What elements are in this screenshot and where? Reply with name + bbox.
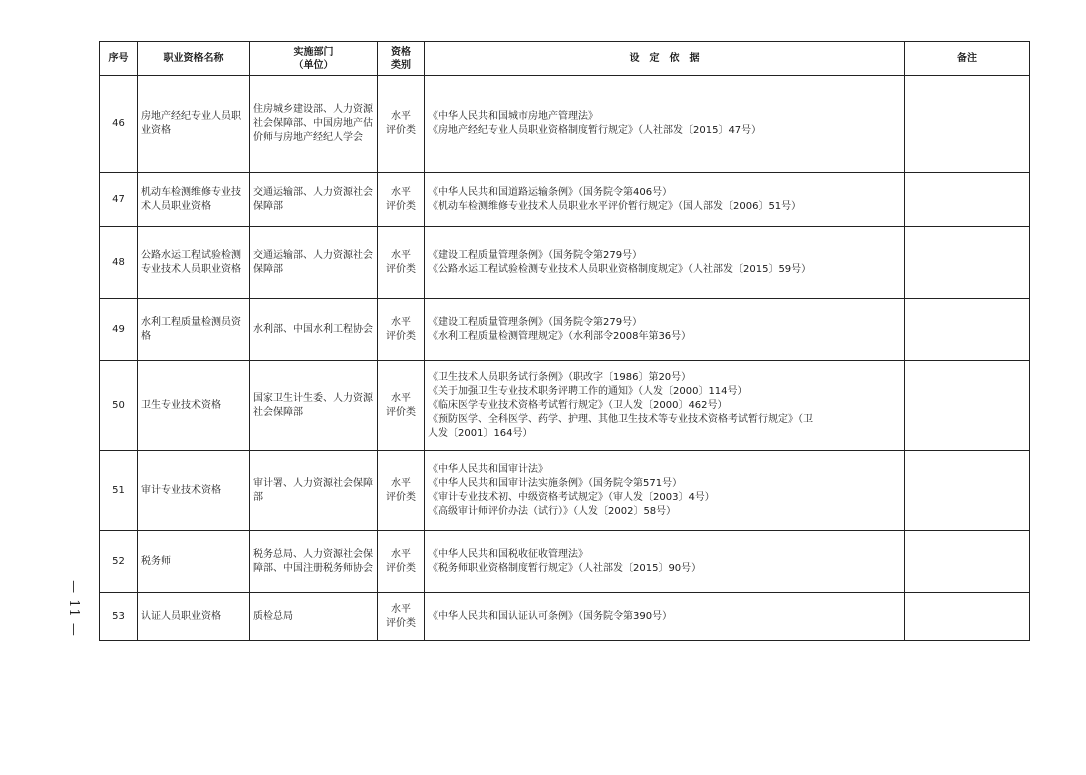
legal-basis (425, 76, 905, 173)
table-row (100, 451, 1030, 531)
qualification-category: 水平 评价类 (378, 361, 425, 451)
table-header-row (100, 42, 1030, 76)
basis-line: 《预防医学、全科医学、药学、护理、其他卫生技术等专业技术资格考试暂行规定》（卫 (428, 413, 813, 425)
legal-basis (425, 593, 905, 641)
basis-line: 人发〔2001〕164号） (428, 427, 533, 439)
qualification-name: 审计专业技术资格 (138, 451, 250, 531)
basis-line: 《建设工程质量管理条例》（国务院令第279号） (428, 249, 643, 261)
implementing-department: 交通运输部、人力资源社会保障部 (250, 227, 378, 299)
basis-line: 《中华人民共和国审计法》 (428, 463, 548, 475)
row-number: 46 (100, 76, 138, 173)
implementing-department: 交通运输部、人力资源社会保障部 (250, 173, 378, 227)
header-category: 资格 类别 (378, 42, 425, 76)
row-number: 47 (100, 173, 138, 227)
basis-line: 《公路水运工程试验检测专业技术人员职业资格制度规定》（人社部发〔2015〕59号） (428, 263, 812, 275)
legal-basis (425, 361, 905, 451)
basis-line: 《审计专业技术初、中级资格考试规定》（审人发〔2003〕4号） (428, 491, 715, 503)
table-row (100, 173, 1030, 227)
basis-line: 《房地产经纪专业人员职业资格制度暂行规定》（人社部发〔2015〕47号） (428, 125, 762, 136)
qualification-category: 水平 评价类 (378, 76, 425, 173)
header-dept: 实施部门 （单位） (250, 42, 378, 76)
header-basis: 设 定 依 据 (425, 42, 905, 76)
table-row (100, 299, 1030, 361)
basis-line: 《中华人民共和国城市房地产管理法》 (428, 111, 598, 122)
table-body (100, 76, 1030, 641)
implementing-department: 质检总局 (250, 593, 378, 641)
row-number: 52 (100, 531, 138, 593)
row-number: 51 (100, 451, 138, 531)
row-number: 49 (100, 299, 138, 361)
note (905, 531, 1030, 593)
basis-line: 《税务师职业资格制度暂行规定》（人社部发〔2015〕90号） (428, 562, 702, 574)
basis-line: 《关于加强卫生专业技术职务评聘工作的通知》（人发〔2000〕114号） (428, 385, 748, 397)
basis-line: 《中华人民共和国税收征收管理法》 (428, 548, 588, 560)
note (905, 173, 1030, 227)
row-number: 53 (100, 593, 138, 641)
basis-line: 《中华人民共和国道路运输条例》（国务院令第406号） (428, 186, 673, 198)
basis-line: 《水利工程质量检测管理规定》（水利部令2008年第36号） (428, 330, 692, 342)
basis-line: 《机动车检测维修专业技术人员职业水平评价暂行规定》（国人部发〔2006〕51号） (428, 200, 802, 212)
implementing-department: 税务总局、人力资源社会保障部、中国注册税务师协会 (250, 531, 378, 593)
qualification-name: 认证人员职业资格 (138, 593, 250, 641)
legal-basis (425, 531, 905, 593)
note (905, 76, 1030, 173)
implementing-department: 国家卫生计生委、人力资源社会保障部 (250, 361, 378, 451)
header-note: 备注 (905, 42, 1030, 76)
basis-line: 《卫生技术人员职务试行条例》（职改字〔1986〕第20号） (428, 371, 692, 383)
row-number: 48 (100, 227, 138, 299)
qualification-name: 公路水运工程试验检测专业技术人员职业资格 (138, 227, 250, 299)
legal-basis (425, 227, 905, 299)
legal-basis (425, 451, 905, 531)
qualification-category: 水平 评价类 (378, 531, 425, 593)
qualification-category: 水平 评价类 (378, 593, 425, 641)
legal-basis (425, 299, 905, 361)
qualification-name: 税务师 (138, 531, 250, 593)
basis-line: 《中华人民共和国认证认可条例》（国务院令第390号） (428, 610, 673, 622)
basis-line: 《中华人民共和国审计法实施条例》（国务院令第571号） (428, 477, 683, 489)
header-name: 职业资格名称 (138, 42, 250, 76)
page-number-text: — 11 — (65, 579, 81, 637)
implementing-department: 水利部、中国水利工程协会 (250, 299, 378, 361)
table-row (100, 361, 1030, 451)
basis-line: 《临床医学专业技术资格考试暂行规定》（卫人发〔2000〕462号） (428, 399, 728, 411)
legal-basis (425, 173, 905, 227)
implementing-department: 住房城乡建设部、人力资源社会保障部、中国房地产估价师与房地产经纪人学会 (250, 76, 378, 173)
table-row (100, 593, 1030, 641)
qualification-category: 水平 评价类 (378, 299, 425, 361)
table-row (100, 531, 1030, 593)
basis-line: 《建设工程质量管理条例》（国务院令第279号） (428, 316, 643, 328)
qualification-name: 卫生专业技术资格 (138, 361, 250, 451)
qualification-name: 水利工程质量检测员资格 (138, 299, 250, 361)
note (905, 593, 1030, 641)
qualification-name: 机动车检测维修专业技术人员职业资格 (138, 173, 250, 227)
qualification-category: 水平 评价类 (378, 227, 425, 299)
row-number: 50 (100, 361, 138, 451)
qualification-category: 水平 评价类 (378, 451, 425, 531)
implementing-department: 审计署、人力资源社会保障部 (250, 451, 378, 531)
table-row (100, 76, 1030, 173)
page-number (62, 578, 84, 638)
table-row (100, 227, 1030, 299)
note (905, 299, 1030, 361)
note (905, 227, 1030, 299)
basis-line: 《高级审计师评价办法（试行）》（人发〔2002〕58号） (428, 505, 677, 517)
qualification-category: 水平 评价类 (378, 173, 425, 227)
qualification-table (99, 41, 1030, 641)
note (905, 451, 1030, 531)
qualification-name: 房地产经纪专业人员职业资格 (138, 76, 250, 173)
header-no: 序号 (100, 42, 138, 76)
note (905, 361, 1030, 451)
